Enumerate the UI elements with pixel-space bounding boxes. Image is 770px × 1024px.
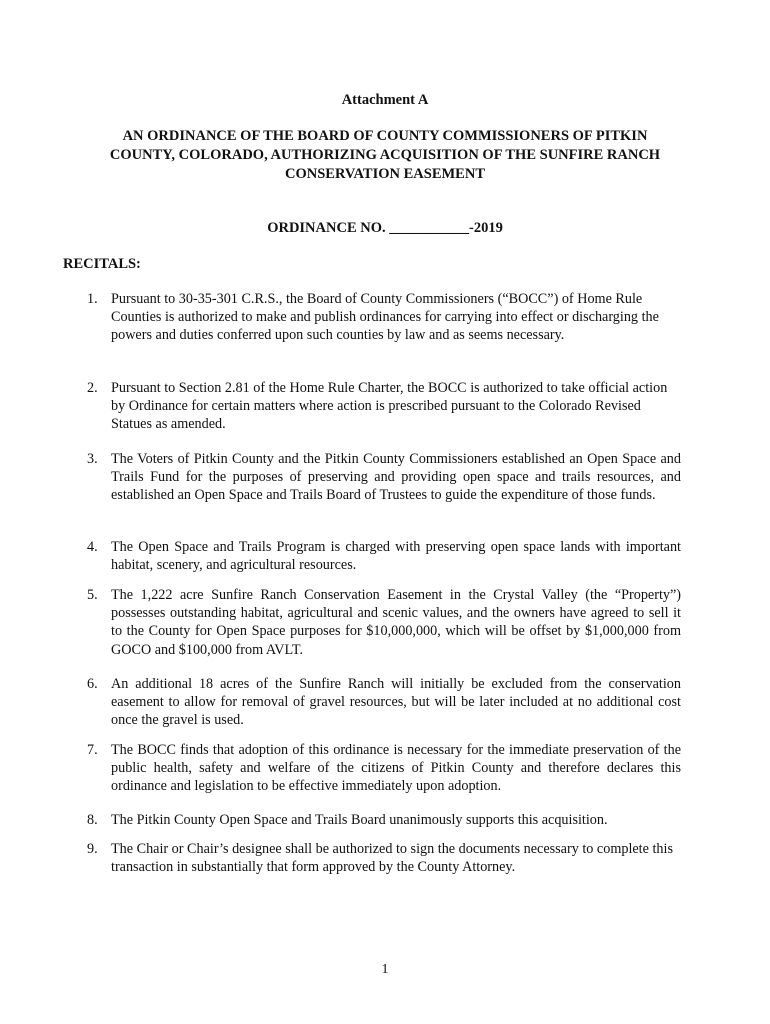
- page-number: 1: [381, 962, 389, 977]
- recital-item-8: [87, 811, 681, 829]
- recital-number: 3.: [87, 451, 98, 467]
- recital-item-3: [87, 450, 681, 505]
- recital-number: 1.: [87, 291, 98, 307]
- recital-text: Pursuant to Section 2.81 of the Home Rule Charter, the BOCC is authorized to take official action by Ordinance for certain matters where action is prescribed pursuant to the Colorado Revised Statues as amended.: [111, 380, 668, 433]
- recital-item-7: [87, 741, 681, 796]
- recital-text: The Pitkin County Open Space and Trails Board unanimously supports this acquisition.: [111, 812, 608, 828]
- ordinance-number: ORDINANCE NO. ___________-2019: [267, 220, 503, 236]
- recital-number: 2.: [87, 380, 98, 396]
- recital-number: 7.: [87, 742, 98, 758]
- recital-text: The BOCC finds that adoption of this ordinance is necessary for the immediate preservation of the public health, safety and welfare of the citizens of Pitkin County and therefore declares this ordinance and legislation to be effective immediately upon adoption.: [111, 742, 681, 795]
- recital-text: An additional 18 acres of the Sunfire Ranch will initially be excluded from the conservation easement to allow for removal of gravel resources, but will be later included at no additional cost once the gravel is used.: [111, 676, 681, 729]
- recital-text: Pursuant to 30-35-301 C.R.S., the Board of County Commissioners (“BOCC”) of Home Rule Counties is authorized to make and publish ordinances for carrying into effect or discharging the powers and duties conferred upon such counties by law and as seems necessary.: [111, 291, 659, 344]
- recital-item-9: [87, 840, 681, 876]
- recital-number: 6.: [87, 676, 98, 692]
- recital-item-2: [87, 379, 681, 434]
- recital-text: The Chair or Chair’s designee shall be authorized to sign the documents necessary to complete this transaction in substantially that form approved by the County Attorney.: [111, 841, 673, 876]
- ordinance-title: AN ORDINANCE OF THE BOARD OF COUNTY COMMISSIONERS OF PITKIN COUNTY, COLORADO, AUTHORIZING ACQUISITION OF THE SUNFIRE RANCH CONSERVATION EASEMENT: [109, 128, 661, 182]
- recitals-heading: RECITALS:: [63, 256, 141, 272]
- recital-item-5: [87, 586, 681, 659]
- recital-item-6: [87, 675, 681, 730]
- recital-number: 5.: [87, 587, 98, 603]
- recital-number: 4.: [87, 539, 98, 555]
- attachment-label: Attachment A: [341, 92, 429, 108]
- recital-text: The Voters of Pitkin County and the Pitkin County Commissioners established an Open Space and Trails Fund for the purposes of preserving and providing open space and trails resources, and established an Open Space and Trails Board of Trustees to guide the expenditure of those funds.: [111, 451, 681, 504]
- recital-item-4: [87, 538, 681, 574]
- recital-text: The Open Space and Trails Program is charged with preserving open space lands with important habitat, scenery, and agricultural resources.: [111, 539, 681, 574]
- recital-item-1: [87, 290, 681, 345]
- recital-number: 8.: [87, 812, 98, 828]
- recital-number: 9.: [87, 841, 98, 857]
- recital-text: The 1,222 acre Sunfire Ranch Conservation Easement in the Crystal Valley (the “Property”) possesses outstanding habitat, agricultural and scenic values, and the owners have agreed to sell it to the County for Open Space purposes for $10,000,000, which will be offset by $1,000,000 from GOCO and $100,000 from AVLT.: [111, 587, 681, 658]
